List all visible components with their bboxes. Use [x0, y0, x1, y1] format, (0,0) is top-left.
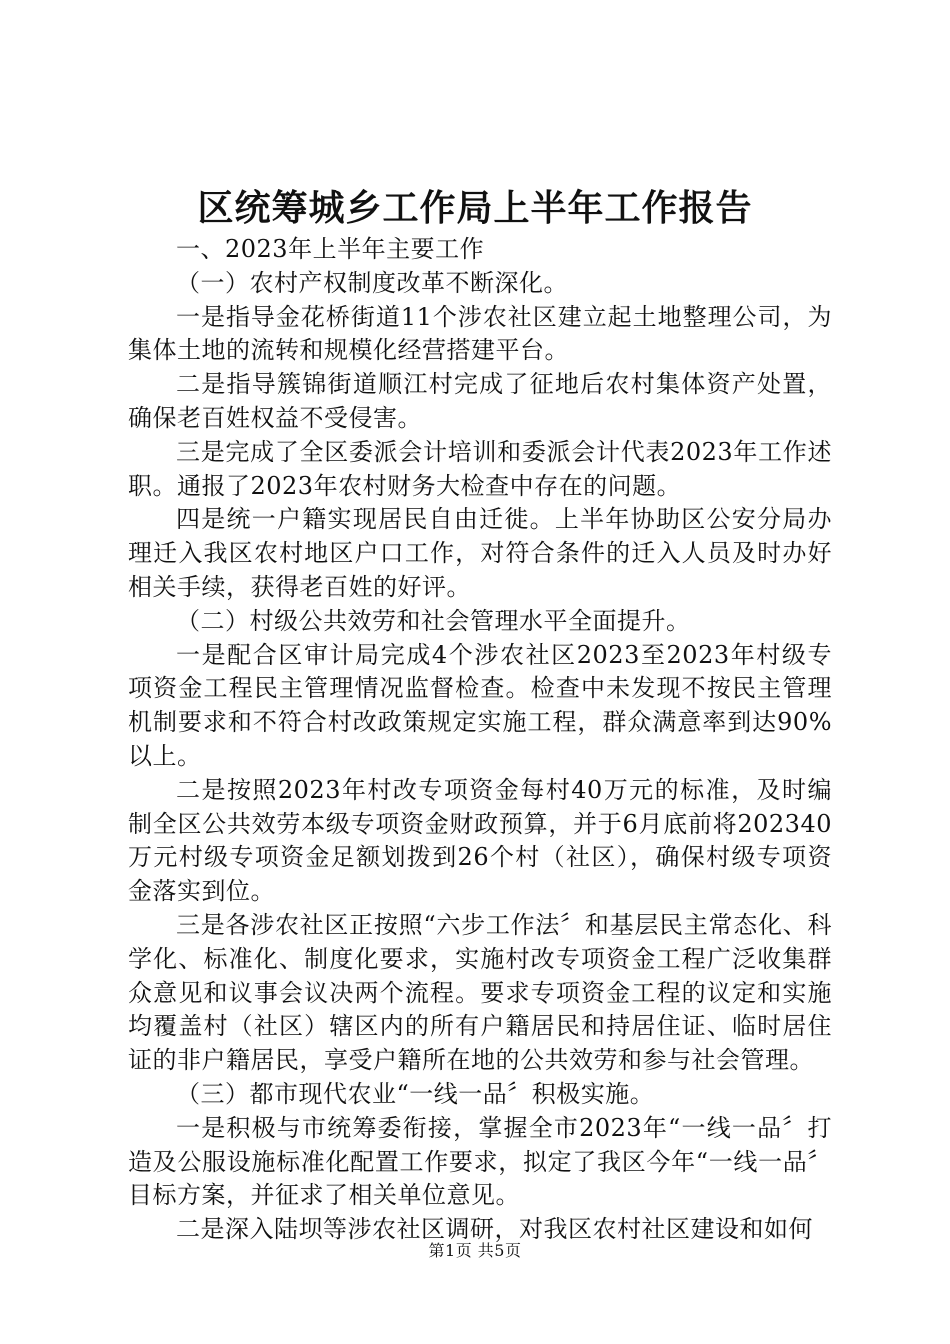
page-number: 第1页 共5页 — [428, 1241, 522, 1260]
paragraph: 一是指导金花桥街道11个涉农社区建立起土地整理公司，为集体土地的流转和规模化经营搭建平台。 — [128, 302, 832, 365]
paragraph: 二是指导簇锦街道顺江村完成了征地后农村集体资产处置，确保老百姓权益不受侵害。 — [128, 370, 832, 432]
paragraph: 二是按照2023年村改专项资金每村40万元的标准，及时编制全区公共效劳本级专项资金财政预算，并于6月底前将202340万元村级专项资金足额划拨到26个村（社区），确保村级专项资金落实到位。 — [128, 775, 832, 906]
document-title: 区统筹城乡工作局上半年工作报告 — [197, 187, 753, 229]
paragraph: （二）村级公共效劳和社会管理水平全面提升。 — [176, 606, 691, 635]
paragraph: 一、2023年上半年主要工作 — [176, 235, 485, 263]
document-body — [128, 233, 832, 1247]
paragraph: 四是统一户籍实现居民自由迁徙。上半年协助区公安分局办理迁入我区农村地区户口工作，对符合条件的迁入人员及时办好相关手续，获得老百姓的好评。 — [128, 505, 832, 601]
paragraph: （一）农村产权制度改革不断深化。 — [176, 268, 568, 297]
paragraph: 三是完成了全区委派会计培训和委派会计代表2023年工作述职。通报了2023年农村财务大检查中存在的问题。 — [128, 437, 832, 500]
paragraph: 三是各涉农社区正按照“六步工作法〞和基层民主常态化、科学化、标准化、制度化要求，实施村改专项资金工程广泛收集群众意见和议事会议决两个流程。要求专项资金工程的议定和实施均覆盖村（社区）辖区内的所有户籍居民和持居住证、临时居住证的非户籍居民，享受户籍所在地的公共效劳和参与社会管理。 — [128, 910, 832, 1075]
paragraph: 一是配合区审计局完成4个涉农社区2023至2023年村级专项资金工程民主管理情况监督检查。检查中未发现不按民主管理机制要求和不符合村改政策规定实施工程，群众满意率到达90%以上。 — [128, 640, 832, 770]
paragraph: （三）都市现代农业“一线一品〞积极实施。 — [176, 1079, 655, 1108]
paragraph: 二是深入陆坝等涉农社区调研，对我区农村社区建设和如何 — [176, 1215, 813, 1244]
paragraph: 一是积极与市统筹委衔接，掌握全市2023年“一线一品〞打造及公服设施标准化配置工作要求，拟定了我区今年“一线一品〞目标方案，并征求了相关单位意见。 — [128, 1113, 832, 1210]
